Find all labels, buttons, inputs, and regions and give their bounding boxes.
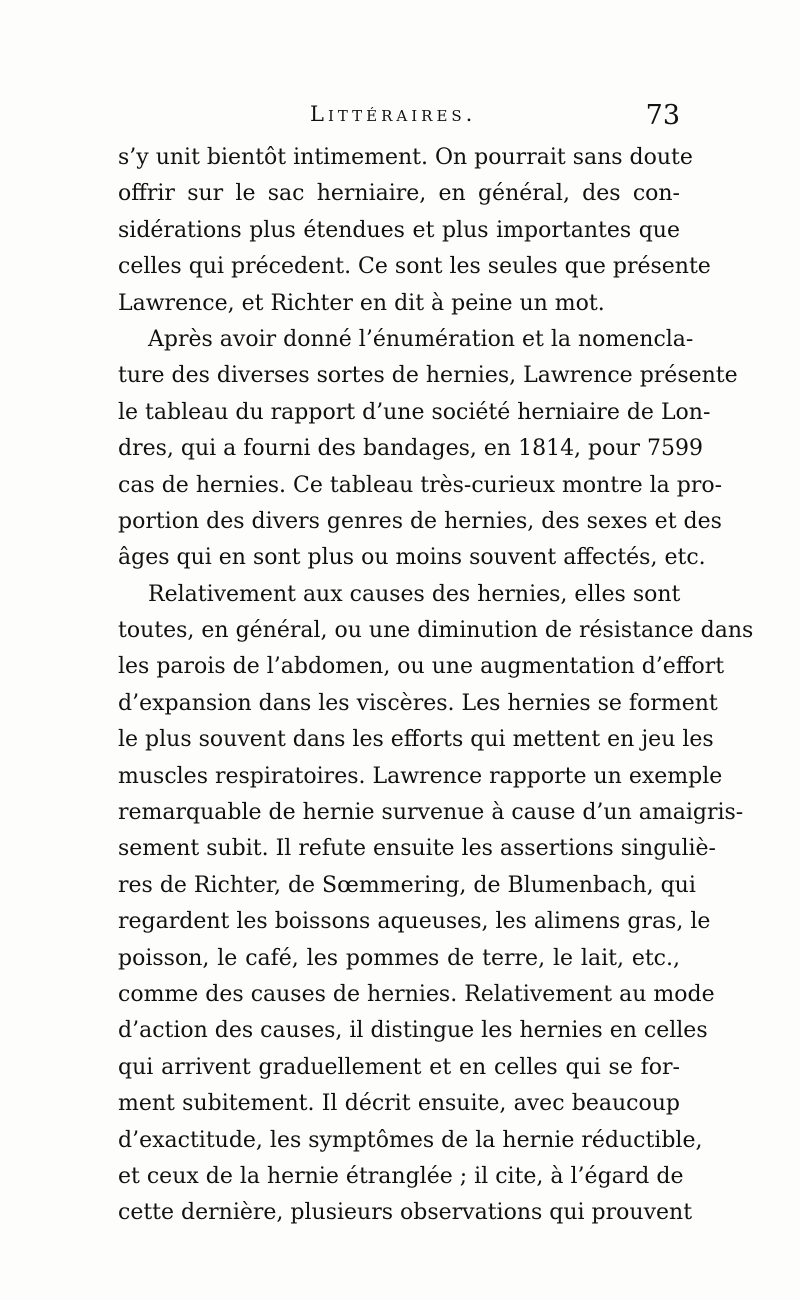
text-line: cas de hernies. Ce tableau très-curieux montre la pro- (118, 472, 723, 498)
text-line: Lawrence, et Richter en dit à peine un mot. (118, 290, 605, 316)
text-line: le plus souvent dans les efforts qui mettent en jeu les (118, 727, 714, 753)
page-header (118, 102, 680, 136)
text-line: d’exactitude, les symptômes de la hernie réductible, (118, 1127, 703, 1153)
text-line: sidérations plus étendues et plus importantes que (118, 217, 680, 243)
running-head: Littéraires. (310, 102, 477, 126)
text-line: d’expansion dans les viscères. Les hernies se forment (118, 690, 718, 716)
text-line: ture des diverses sortes de hernies, Lawrence présente (118, 363, 738, 389)
text-line: poisson, le café, les pommes de terre, le lait, etc., (118, 945, 680, 971)
text-line: s’y unit bientôt intimement. On pourrait sans doute (118, 145, 693, 170)
body-text (118, 140, 754, 1232)
text-line: sement subit. Il refute ensuite les assertions singuliè- (118, 836, 716, 862)
page-number: 73 (645, 100, 680, 131)
text-line: d’action des causes, il distingue les hernies en celles (118, 1018, 708, 1044)
text-line: qui arrivent graduellement et en celles qui se for- (118, 1054, 680, 1080)
text-line: celles qui précedent. Ce sont les seules que présente (118, 254, 711, 280)
text-line: ment subitement. Il décrit ensuite, avec beaucoup (118, 1091, 680, 1117)
text-line: portion des divers genres de hernies, des sexes et des (118, 508, 722, 534)
text-line: les parois de l’abdomen, ou une augmentation d’effort (118, 654, 725, 680)
text-line: âges qui en sont plus ou moins souvent affectés, etc. (118, 545, 706, 571)
text-line: dres, qui a fourni des bandages, en 1814, pour 7599 (118, 436, 704, 462)
text-line: remarquable de hernie survenue à cause d’un amaigris- (118, 800, 744, 826)
text-line: Après avoir donné l’énumération et la nomencla- (148, 326, 694, 352)
text-line: regardent les boissons aqueuses, les alimens gras, le (118, 909, 711, 935)
text-line: toutes, en général, ou une diminution de résistance dans (118, 618, 754, 644)
text-line: offrir sur le sac herniaire, en général, des con- (118, 181, 680, 207)
text-line: Relativement aux causes des hernies, elles sont (148, 581, 681, 607)
text-line: comme des causes de hernies. Relativement au mode (118, 981, 715, 1007)
text-line: res de Richter, de Sœmmering, de Blumenbach, qui (118, 872, 696, 898)
text-line: et ceux de la hernie étranglée ; il cite, à l’égard de (118, 1163, 684, 1189)
text-line: muscles respiratoires. Lawrence rapporte un exemple (118, 763, 723, 789)
text-line: le tableau du rapport d’une société herniaire de Lon- (118, 399, 711, 425)
text-line: cette dernière, plusieurs observations qui prouvent (118, 1200, 693, 1226)
